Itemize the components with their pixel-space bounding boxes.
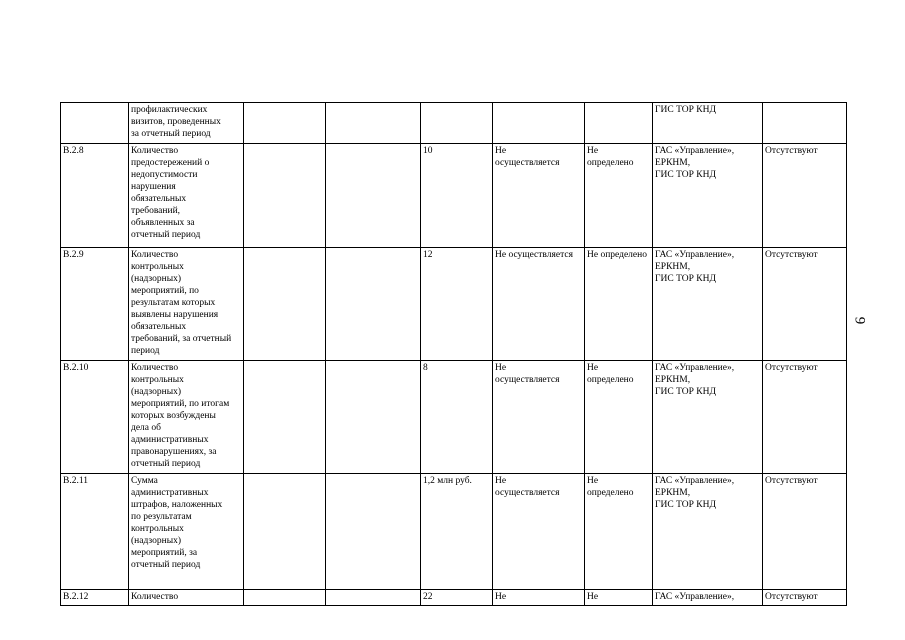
table-row: [61, 474, 847, 590]
row-system-cell: ГАС «Управление», ЕРКНМ, ГИС ТОР КНД: [653, 474, 763, 590]
row-system-cell: ГАС «Управление»,: [653, 590, 763, 606]
table-row: [61, 361, 847, 474]
row-name-cell: Количество контрольных (надзорных) мероприятий, по результатам которых выявлены нарушения обязательных требований, за отчетный период: [129, 248, 244, 361]
row-status-cell: Отсутствуют: [763, 474, 847, 590]
row-code-cell: В.2.11: [61, 474, 129, 590]
row-name-cell: Количество контрольных (надзорных) мероприятий, по итогам которых возбуждены дела об административных правонарушениях, за отчетный период: [129, 361, 244, 474]
table-row: [61, 248, 847, 361]
row-code-cell: В.2.8: [61, 144, 129, 248]
table-body: [61, 103, 847, 606]
row-implementation-cell: [493, 103, 585, 144]
row-implementation-cell: Не: [493, 590, 585, 606]
row-value-cell: 10: [421, 144, 493, 248]
row-code-cell: [61, 103, 129, 144]
row-empty-cell: [326, 103, 421, 144]
row-value-cell: 8: [421, 361, 493, 474]
table-row: [61, 103, 847, 144]
row-name-cell: Сумма административных штрафов, наложенных по результатам контрольных (надзорных) мероприятий, за отчетный период: [129, 474, 244, 590]
row-system-cell: ГАС «Управление», ЕРКНМ, ГИС ТОР КНД: [653, 361, 763, 474]
page-number: 9: [851, 316, 868, 325]
row-implementation-cell: Не осуществляется: [493, 248, 585, 361]
row-value-cell: 1,2 млн руб.: [421, 474, 493, 590]
row-definition-cell: Не определено: [585, 248, 653, 361]
row-empty-cell: [244, 248, 326, 361]
row-implementation-cell: Не осуществляется: [493, 361, 585, 474]
row-empty-cell: [244, 103, 326, 144]
row-definition-cell: Не определено: [585, 361, 653, 474]
row-empty-cell: [326, 474, 421, 590]
row-empty-cell: [244, 144, 326, 248]
row-definition-cell: Не определено: [585, 474, 653, 590]
row-code-cell: В.2.9: [61, 248, 129, 361]
row-status-cell: Отсутствуют: [763, 590, 847, 606]
row-empty-cell: [244, 361, 326, 474]
row-empty-cell: [326, 248, 421, 361]
row-definition-cell: Не определено: [585, 144, 653, 248]
row-empty-cell: [326, 144, 421, 248]
row-status-cell: Отсутствуют: [763, 248, 847, 361]
row-implementation-cell: Не осуществляется: [493, 474, 585, 590]
row-system-cell: ГАС «Управление», ЕРКНМ, ГИС ТОР КНД: [653, 144, 763, 248]
row-system-cell: ГАС «Управление», ЕРКНМ, ГИС ТОР КНД: [653, 248, 763, 361]
row-value-cell: [421, 103, 493, 144]
row-status-cell: Отсутствуют: [763, 361, 847, 474]
indicators-table: [60, 102, 847, 606]
row-empty-cell: [326, 590, 421, 606]
row-system-cell: ГИС ТОР КНД: [653, 103, 763, 144]
row-name-cell: Количество: [129, 590, 244, 606]
row-code-cell: В.2.10: [61, 361, 129, 474]
row-value-cell: 12: [421, 248, 493, 361]
row-definition-cell: [585, 103, 653, 144]
row-empty-cell: [244, 590, 326, 606]
row-name-cell: Количество предостережений о недопустимости нарушения обязательных требований, объявленных за отчетный период: [129, 144, 244, 248]
row-status-cell: [763, 103, 847, 144]
table-row: [61, 590, 847, 606]
row-value-cell: 22: [421, 590, 493, 606]
row-code-cell: В.2.12: [61, 590, 129, 606]
row-empty-cell: [326, 361, 421, 474]
row-status-cell: Отсутствуют: [763, 144, 847, 248]
row-definition-cell: Не: [585, 590, 653, 606]
row-name-cell: профилактических визитов, проведенных за отчетный период: [129, 103, 244, 144]
row-implementation-cell: Не осуществляется: [493, 144, 585, 248]
table-row: [61, 144, 847, 248]
row-empty-cell: [244, 474, 326, 590]
